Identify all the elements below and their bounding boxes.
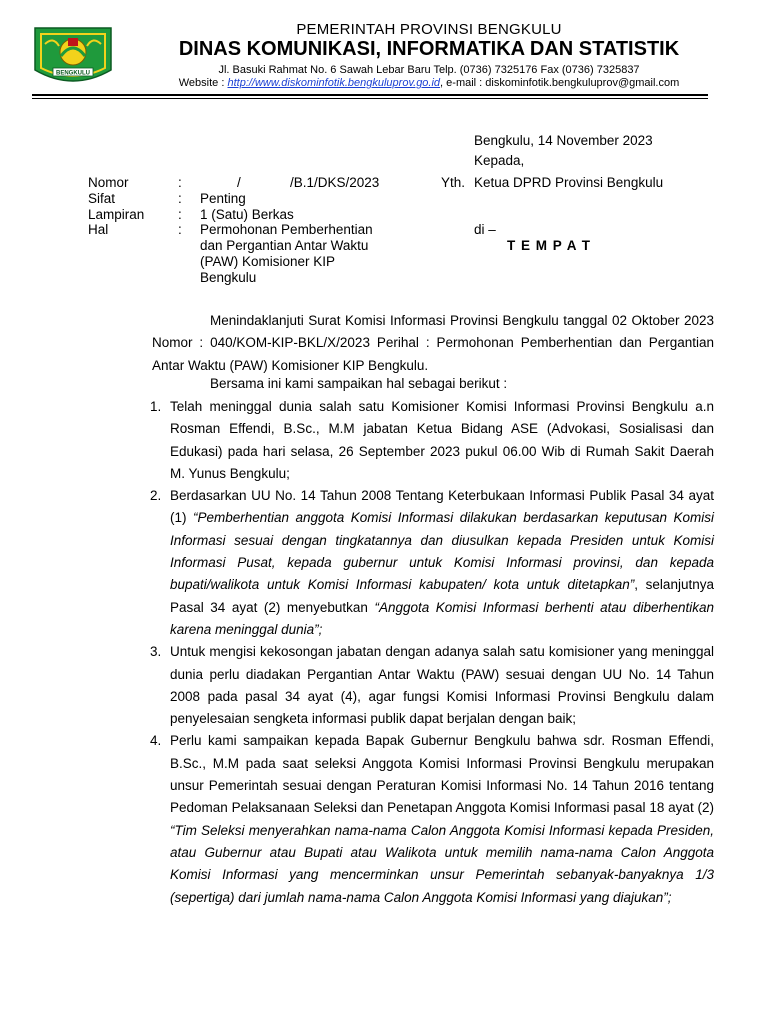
list-number: 4.: [150, 733, 162, 749]
list-number: 1.: [150, 399, 162, 414]
list-item: [150, 641, 714, 730]
list-number: 3.: [150, 644, 162, 660]
sifat-label: Sifat: [88, 191, 116, 206]
hal-label: Hal: [88, 222, 109, 237]
lampiran-value: 1 (Satu) Berkas: [200, 207, 294, 222]
list-text-part: , selanjutnya Pasal 34 ayat (2) menyebutkan: [170, 577, 714, 615]
list-item: [150, 730, 714, 908]
nomor-colon: :: [178, 175, 182, 190]
hal-line-1: Permohonan Pemberhentian: [200, 222, 373, 237]
nomor-slash: /: [237, 175, 241, 190]
nomor-label: Nomor: [88, 175, 129, 190]
website-label: Website :: [178, 77, 228, 89]
website-link[interactable]: http://www.diskominfotik.bengkuluprov.go.id: [227, 77, 441, 89]
list-text: Telah meninggal dunia salah satu Komisioner Komisi Informasi Provinsi Bengkulu a.n Rosman Effendi, B.Sc., M.M jabatan Ketua Bidang ASE (Advokasi, Sosialisasi dan Edukasi) pada hari selasa, 26 September 2023 pukul 06.00 Wib di Rumah Sakit Daerah M. Yunus Bengkulu;: [170, 399, 714, 481]
list-number: 2.: [150, 488, 162, 504]
sifat-colon: :: [178, 191, 182, 206]
body-paragraph-1: Menindaklanjuti Surat Komisi Informasi Provinsi Bengkulu tanggal 02 Oktober 2023 Nomor : 040/KOM-KIP-BKL/X/2023 Perihal : Permohonan Pemberhentian dan Pergantian Antar Waktu (PAW) Komisioner KIP Bengkulu.: [152, 313, 714, 373]
sifat-value: Penting: [200, 191, 246, 206]
list-text-part: Berdasarkan UU No. 14 Tahun 2008 Tentang Keterbukaan Informasi Publik Pasal 34 ayat (1): [170, 488, 714, 526]
recipient-kepada: Kepada,: [474, 153, 525, 168]
letterhead-rule-thick: [32, 94, 708, 96]
hal-line-2: dan Pergantian Antar Waktu: [200, 238, 369, 253]
list-text: [170, 485, 714, 641]
recipient-yth: Yth.: [441, 175, 466, 190]
list-item: [150, 485, 714, 641]
letterhead-government: PEMERINTAH PROVINSI BENGKULU: [296, 21, 562, 38]
svg-text:BENGKULU: BENGKULU: [56, 70, 90, 77]
list-quote: “Pemberhentian anggota Komisi Informasi dilakukan berdasarkan keputusan Komisi Informasi sesuai dengan tingkatannya dan diusulkan kepada Presiden untuk Komisi Informasi Pusat, kepada gubernur untuk Komisi Informasi provinsi, dan kepada bupati/walikota untuk Komisi Informasi kabupaten/ kota untuk ditetapkan”: [170, 510, 714, 593]
recipient-name: Ketua DPRD Provinsi Bengkulu: [474, 175, 664, 190]
points-list: [150, 396, 714, 909]
letterhead-rule-thin: [32, 98, 708, 99]
recipient-di: di –: [474, 222, 496, 237]
recipient-tempat: T E M P A T: [507, 238, 592, 253]
list-item: [150, 396, 714, 485]
hal-line-4: Bengkulu: [200, 270, 257, 285]
hal-line-3: (PAW) Komisioner KIP: [200, 254, 336, 269]
letterhead-contact: [0, 77, 768, 89]
list-text: Untuk mengisi kekosongan jabatan dengan adanya salah satu komisioner yang meninggal dunia perlu diadakan Pergantian Antar Waktu (PAW) sesuai dengan UU No. 14 Tahun 2008 pada pasal 34 ayat (4), agar fungsi Komisi Informasi Provinsi Bengkulu dalam penyelesaian sengketa informasi publik dapat berjalan dengan baik;: [170, 644, 714, 727]
list-text: [170, 730, 714, 908]
lampiran-colon: :: [178, 207, 182, 222]
letterhead-address: Jl. Basuki Rahmat No. 6 Sawah Lebar Baru Telp. (0736) 7325176 Fax (0736) 7325837: [218, 64, 640, 76]
nomor-value: /B.1/DKS/2023: [290, 175, 380, 190]
body-paragraph-2: Bersama ini kami sampaikan hal sebagai berikut :: [210, 376, 508, 391]
list-quote: “Tim Seleksi menyerahkan nama-nama Calon Anggota Komisi Informasi kepada Presiden, atau Gubernur atau Bupati atau Walikota untuk memilih nama-nama Calon Anggota Komisi Informasi yang mencerminkan unsur Pemerintah sebanyak-banyaknya 1/3 (sepertiga) dari jumlah nama-nama Calon Anggota Komisi Informasi yang diajukan”;: [170, 822, 714, 905]
letterhead-agency: DINAS KOMUNIKASI, INFORMATIKA DAN STATISTIK: [178, 38, 680, 60]
hal-colon: :: [178, 222, 182, 237]
lampiran-label: Lampiran: [88, 207, 145, 222]
letter-date: Bengkulu, 14 November 2023: [474, 133, 653, 148]
list-text-part: Perlu kami sampaikan kepada Bapak Gubernur Bengkulu bahwa sdr. Rosman Effendi, B.Sc., M.M pada saat seleksi Anggota Komisi Informasi Provinsi Bengkulu merupakan unsur Pemerintah sesuai dengan Peraturan Komisi Informasi No. 14 Tahun 2016 tentang Pedoman Pelaksanaan Seleksi dan Penetapan Anggota Komisi Informasi pasal 18 ayat (2): [170, 733, 714, 816]
email-text: , e-mail : diskominfotik.bengkuluprov@gmail.com: [440, 77, 680, 89]
list-quote: “Anggota Komisi Informasi berhenti atau diberhentikan karena meninggal dunia”;: [170, 599, 715, 637]
